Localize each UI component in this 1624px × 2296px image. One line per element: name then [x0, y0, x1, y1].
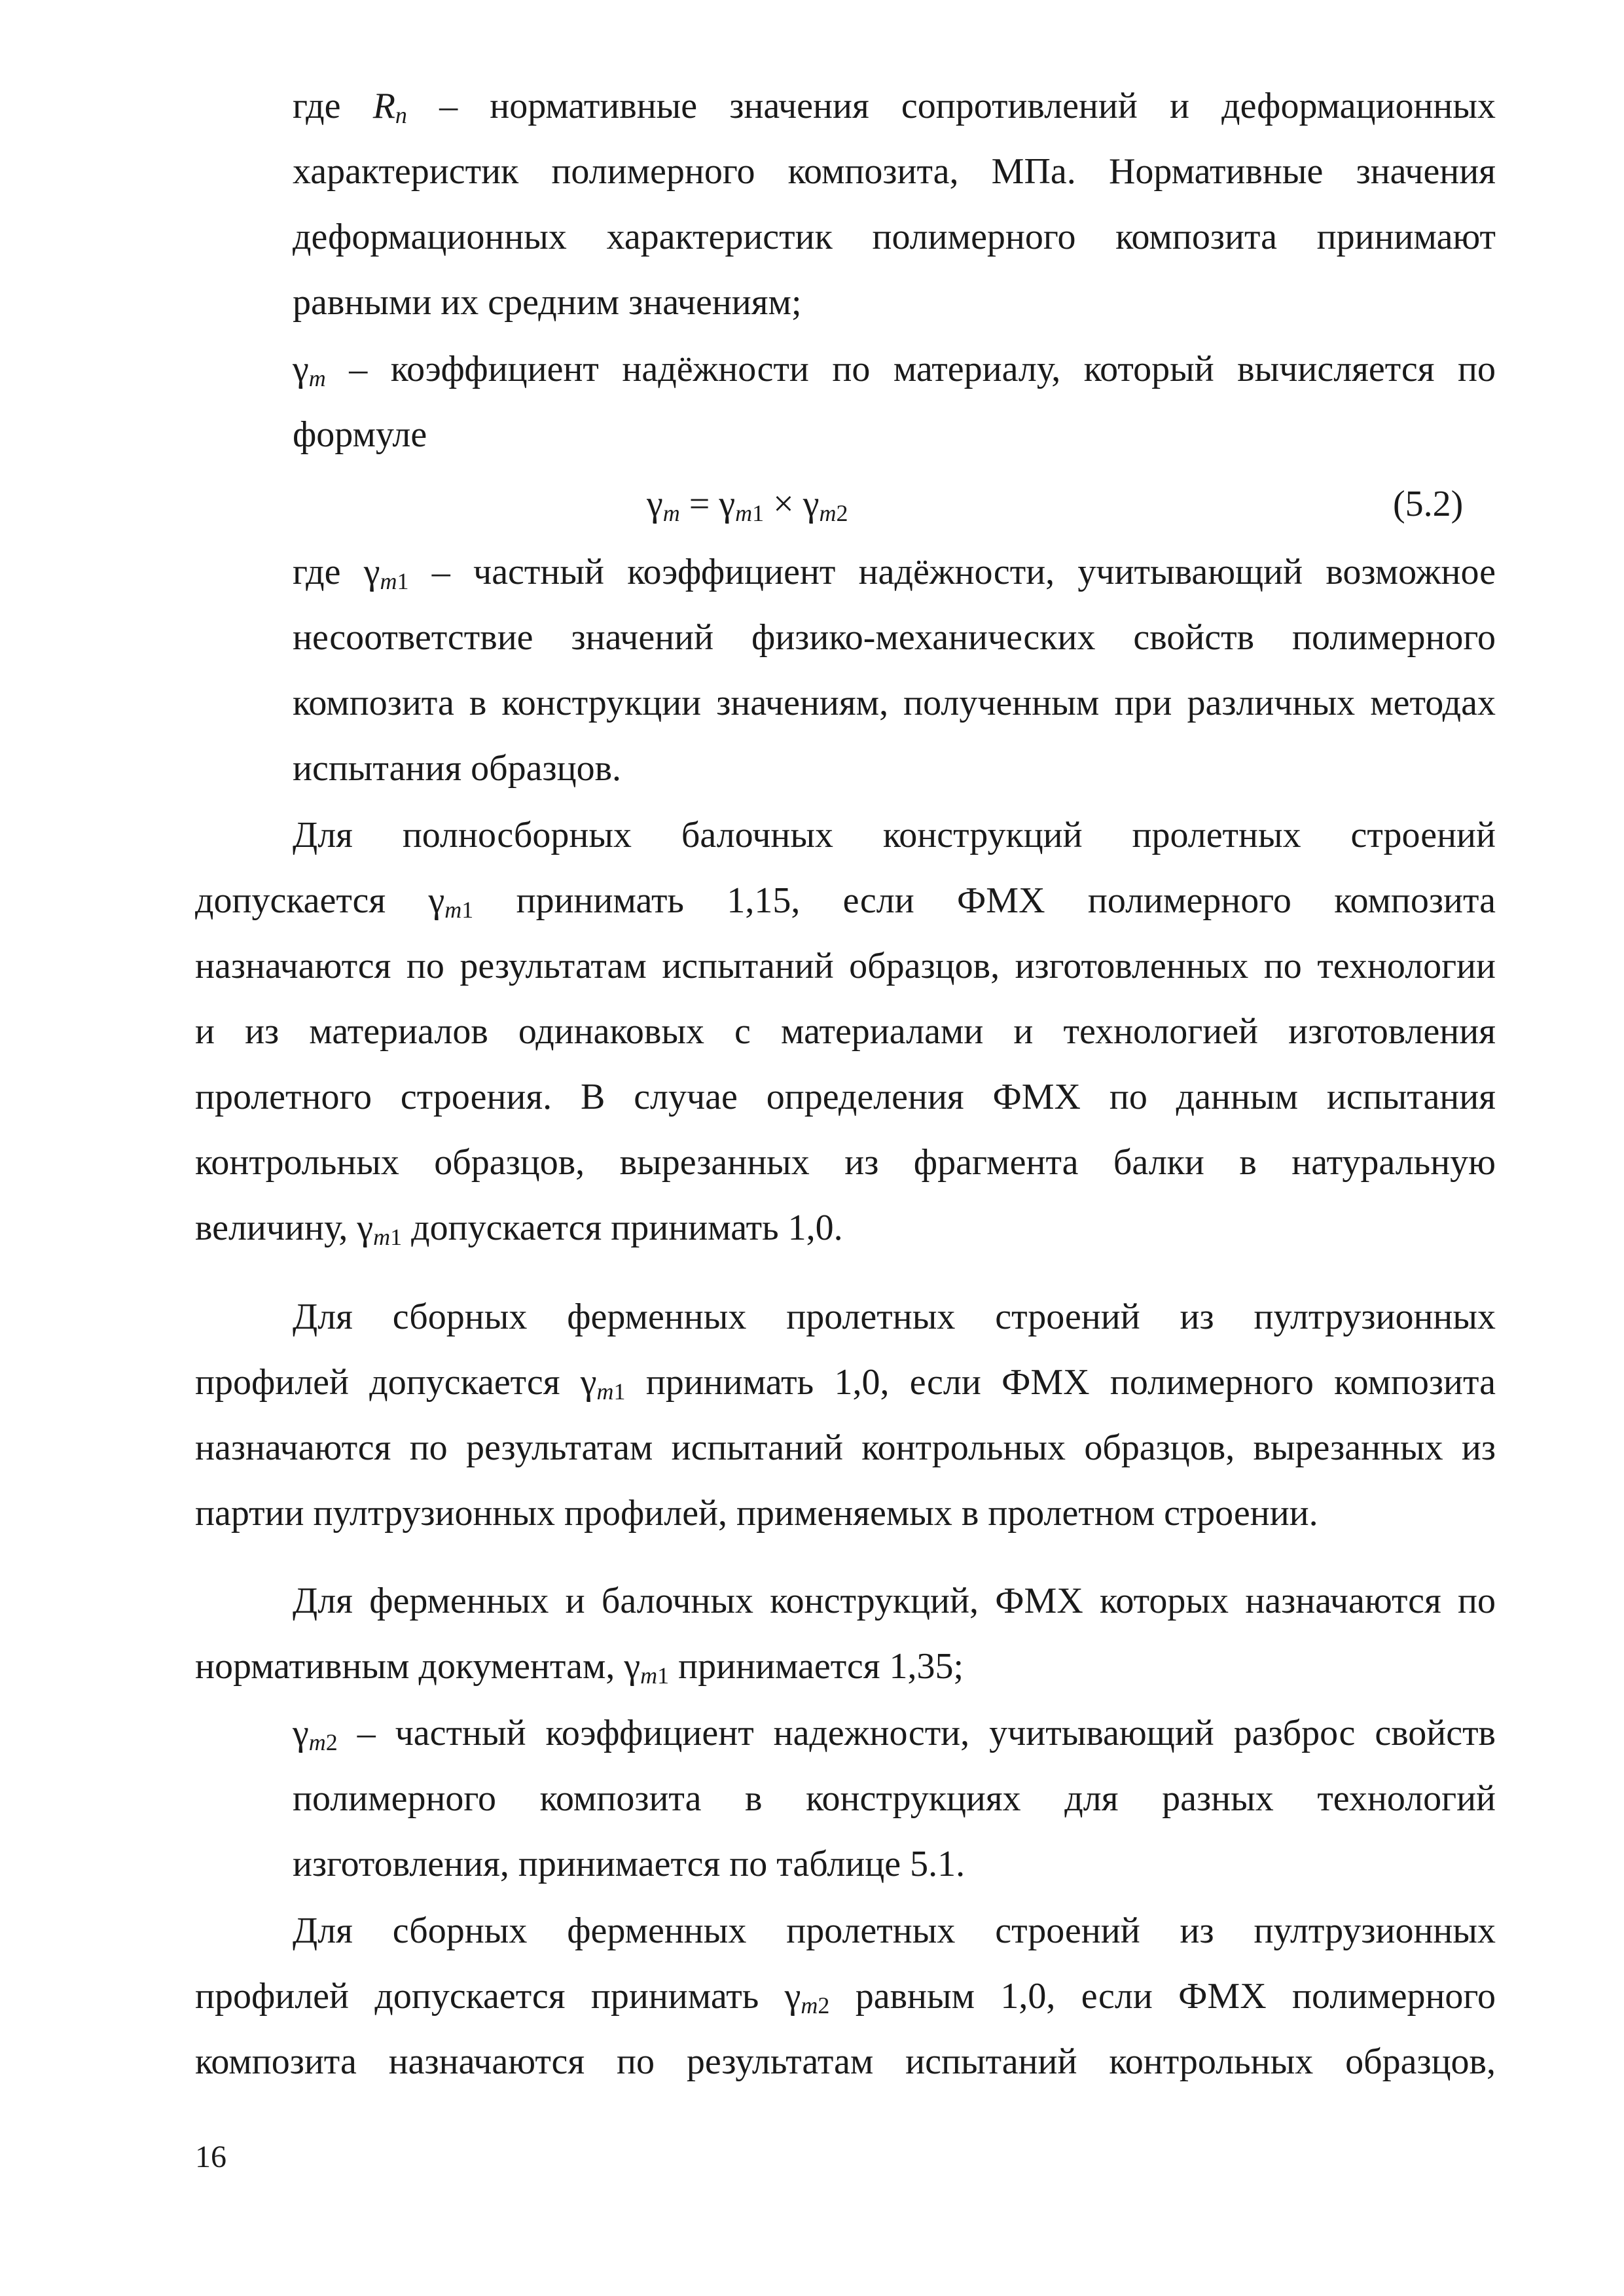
text-line: назначаются по результатам испытаний контрольных образцов, вырезанных из	[195, 1427, 1496, 1468]
text-line: Для сборных ферменных пролетных строений из пултрузионных	[293, 1297, 1496, 1337]
text-line: композита назначаются по результатам испытаний контрольных образцов,	[195, 2041, 1496, 2082]
text-line: формуле	[293, 414, 427, 455]
text-line: равными их средним значениям;	[293, 282, 802, 323]
formula: $\gamma_m = \gamma_{m1} \times \gamma_{m2}$	[647, 484, 848, 526]
text-line: несоответствие значений физико-механических свойств полимерного	[293, 617, 1496, 658]
symbol: R	[372, 86, 395, 126]
text-line: где $\gamma_{m1}$ – частный коэффициент надёжности, учитывающий возможное	[293, 552, 1496, 594]
text-line: профилей допускается $\gamma_{m1}$ принимать 1,0, если ФМХ полимерного композита	[195, 1362, 1496, 1405]
text-line: изготовления, принимается по таблице 5.1.	[293, 1844, 965, 1884]
text: – коэффициент надёжности по материалу, который вычисляется по	[325, 349, 1496, 389]
text-line: Для полносборных балочных конструкций пролетных строений	[293, 815, 1496, 855]
text-line: партии пултрузионных профилей, применяемых в пролетном строении.	[195, 1493, 1318, 1534]
text-line: испытания образцов.	[293, 748, 622, 789]
symbol-subscript: n	[395, 102, 407, 128]
symbol: γ	[293, 349, 309, 389]
text-line	[293, 85, 1496, 127]
symbol-subscript: m	[308, 365, 326, 391]
text-line	[293, 348, 1496, 390]
text-line: пролетного строения. В случае определения ФМХ по данным испытания	[195, 1077, 1496, 1117]
text-line: $\gamma_{m2}$ – частный коэффициент надежности, учитывающий разброс свойств	[293, 1713, 1496, 1755]
text-line: Для ферменных и балочных конструкций, ФМХ которых назначаются по	[293, 1581, 1496, 1621]
text-line: назначаются по результатам испытаний образцов, изготовленных по технологии	[195, 946, 1496, 986]
text-line: профилей допускается принимать $\gamma_{m2}$ равным 1,0, если ФМХ полимерного	[195, 1976, 1496, 2018]
text-line: нормативным документам, $\gamma_{m1}$ принимается 1,35;	[195, 1646, 964, 1689]
text-line: полимерного композита в конструкциях для разных технологий	[293, 1778, 1496, 1819]
text-line: композита в конструкции значениям, полученным при различных методах	[293, 683, 1496, 723]
text-line: Для сборных ферменных пролетных строений из пултрузионных	[293, 1910, 1496, 1951]
text-line: допускается $\gamma_{m1}$ принимать 1,15, если ФМХ полимерного композита	[195, 880, 1496, 923]
text-line: деформационных характеристик полимерного композита принимают	[293, 217, 1496, 257]
text-line: контрольных образцов, вырезанных из фрагмента балки в натуральную	[195, 1142, 1496, 1183]
text: – нормативные значения сопротивлений и деформационных	[406, 86, 1496, 126]
text-line: величину, $\gamma_{m1}$ допускается принимать 1,0.	[195, 1208, 843, 1250]
text-line: и из материалов одинаковых с материалами и технологией изготовления	[195, 1011, 1496, 1052]
text: где	[293, 86, 373, 126]
page-number: 16	[195, 2140, 226, 2174]
text-line: характеристик полимерного композита, МПа. Нормативные значения	[293, 151, 1496, 192]
equation-number: (5.2)	[1393, 484, 1464, 524]
